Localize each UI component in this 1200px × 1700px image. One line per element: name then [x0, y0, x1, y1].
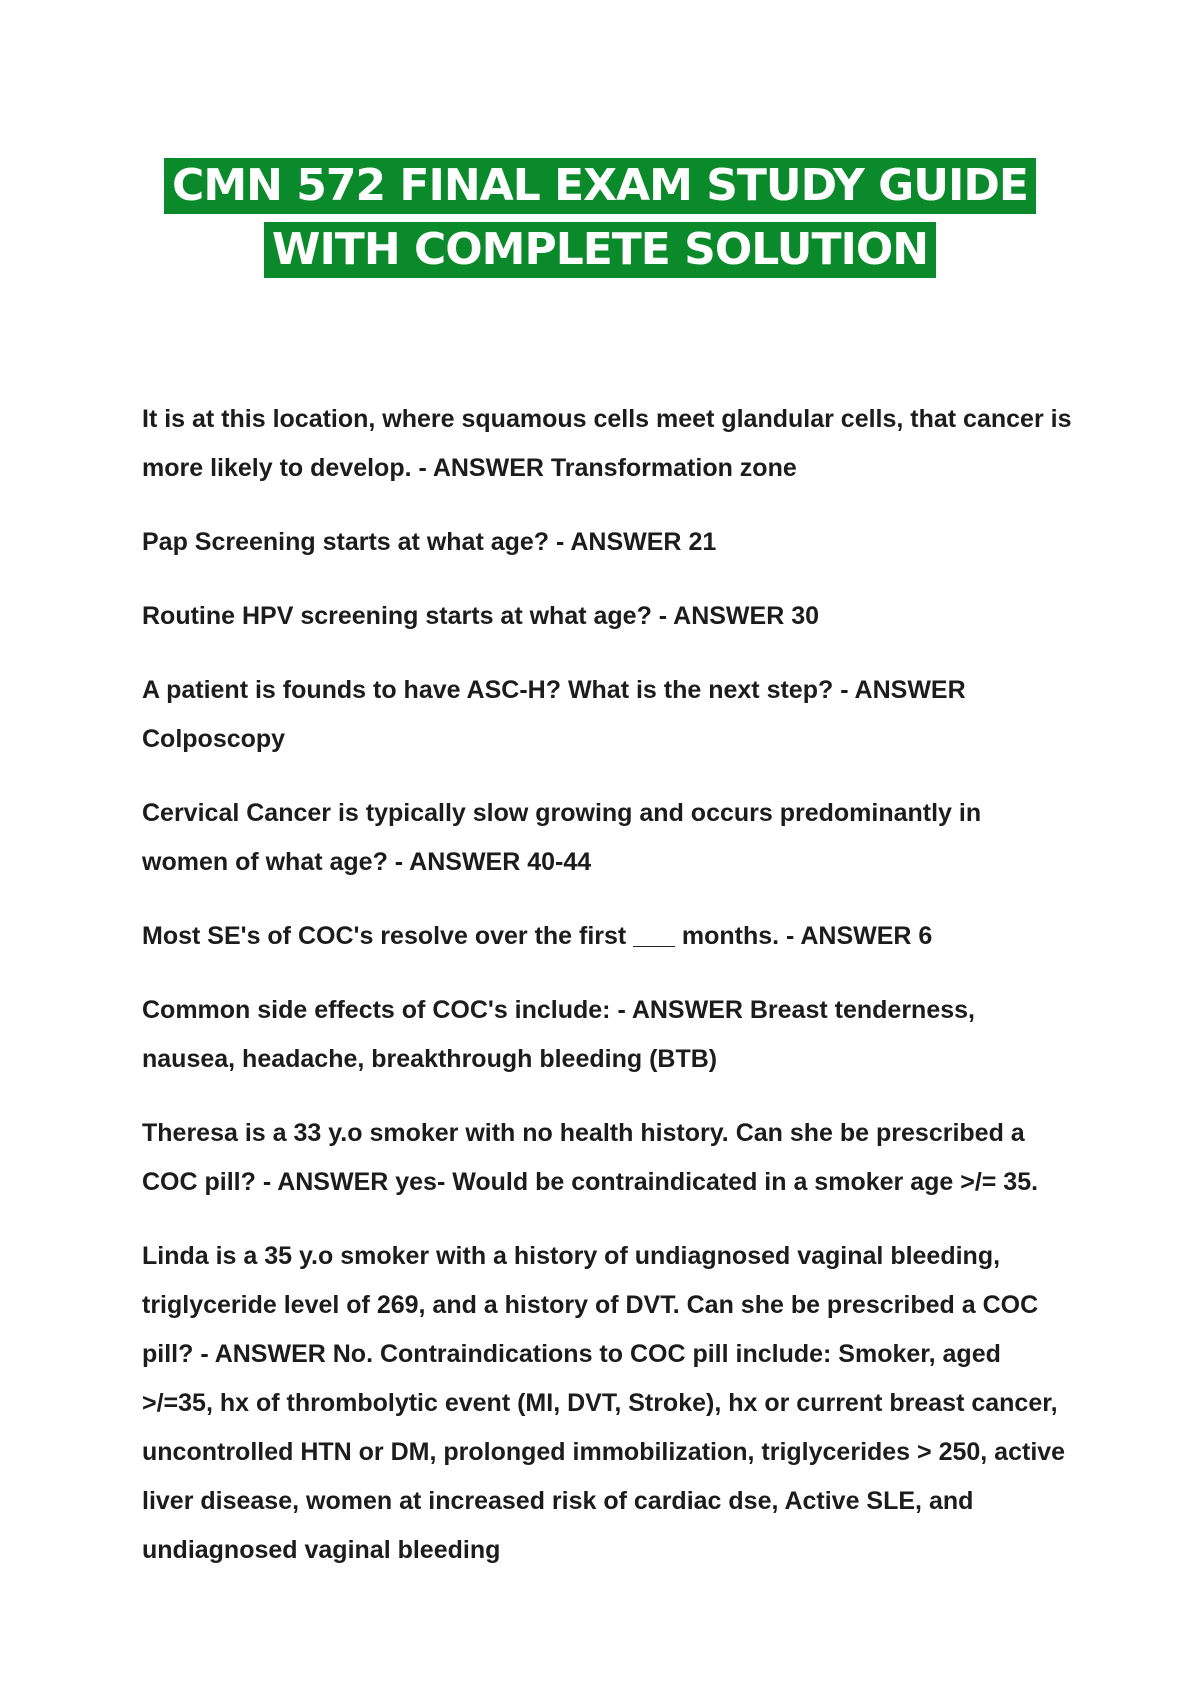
answer-text: 30 — [791, 602, 820, 630]
question-text: Common side effects of COC's include: — [142, 996, 611, 1024]
title-line-2: WITH COMPLETE SOLUTION — [264, 222, 936, 278]
question-text: Theresa is a 33 y.o smoker with no health history. Can she be prescribed a COC pill? — [142, 1119, 1025, 1196]
answer-label: ANSWER — [214, 1340, 333, 1368]
answer-label: ANSWER — [854, 676, 973, 704]
answer-label: ANSWER — [409, 848, 528, 876]
qa-item — [142, 1109, 1072, 1207]
answer-separator: - — [411, 454, 433, 482]
answer-label: ANSWER — [673, 602, 792, 630]
answer-text: 6 — [918, 922, 933, 950]
qa-item — [142, 518, 1072, 567]
question-text: A patient is founds to have ASC-H? What is the next step? — [142, 676, 834, 704]
answer-text: No. Contraindications to COC pill include: Smoker, aged >/=35, hx of thrombolytic event (MI, DVT, Stroke), hx or current breast cancer, uncontrolled HTN or DM, prolonged immobilization, triglycerides > 250, active liver disease, women at increased risk of cardiac dse, Active SLE, and undiagnosed vaginal bleeding — [142, 1340, 1066, 1564]
answer-separator: - — [387, 848, 410, 876]
qa-item — [142, 1232, 1072, 1575]
question-text: Routine HPV screening starts at what age? — [142, 602, 652, 630]
qa-item — [142, 986, 1072, 1084]
answer-separator: - — [255, 1168, 278, 1196]
answer-text: Breast tenderness, nausea, headache, breakthrough bleeding (BTB) — [142, 996, 975, 1073]
question-text: Most SE's of COC's resolve over the first ___ months. — [142, 922, 780, 950]
answer-separator: - — [193, 1340, 215, 1368]
answer-text: Colposcopy — [142, 725, 286, 753]
qa-item — [142, 912, 1072, 961]
title-line-1: CMN 572 FINAL EXAM STUDY GUIDE — [164, 158, 1036, 214]
question-text: Pap Screening starts at what age? — [142, 528, 550, 556]
qa-item — [142, 395, 1072, 493]
answer-text: 40-44 — [527, 848, 592, 876]
answer-label: ANSWER — [631, 996, 750, 1024]
answer-separator: - — [549, 528, 571, 556]
answer-separator: - — [833, 676, 855, 704]
question-text: Cervical Cancer is typically slow growing and occurs predominantly in women of what age? — [142, 799, 982, 876]
question-text: It is at this location, where squamous cells meet glandular cells, that cancer is more likely to develop. — [142, 405, 1072, 482]
qa-item — [142, 592, 1072, 641]
answer-separator: - — [610, 996, 632, 1024]
qa-item — [142, 789, 1072, 887]
qa-item — [142, 666, 1072, 764]
answer-separator: - — [651, 602, 674, 630]
answer-label: ANSWER — [800, 922, 919, 950]
answer-separator: - — [779, 922, 801, 950]
answer-text: yes- Would be contraindicated in a smoker age >/= 35. — [395, 1168, 1039, 1196]
answer-label: ANSWER — [432, 454, 551, 482]
answer-label: ANSWER — [277, 1168, 396, 1196]
answer-label: ANSWER — [570, 528, 689, 556]
answer-text: 21 — [688, 528, 717, 556]
document-title — [0, 158, 1200, 278]
qa-list — [142, 370, 1072, 1596]
question-text: Linda is a 35 y.o smoker with a history of undiagnosed vaginal bleeding, triglyceride level of 269, and a history of DVT. Can she be prescribed a COC pill? — [142, 1242, 1039, 1368]
answer-text: Transformation zone — [550, 454, 797, 482]
